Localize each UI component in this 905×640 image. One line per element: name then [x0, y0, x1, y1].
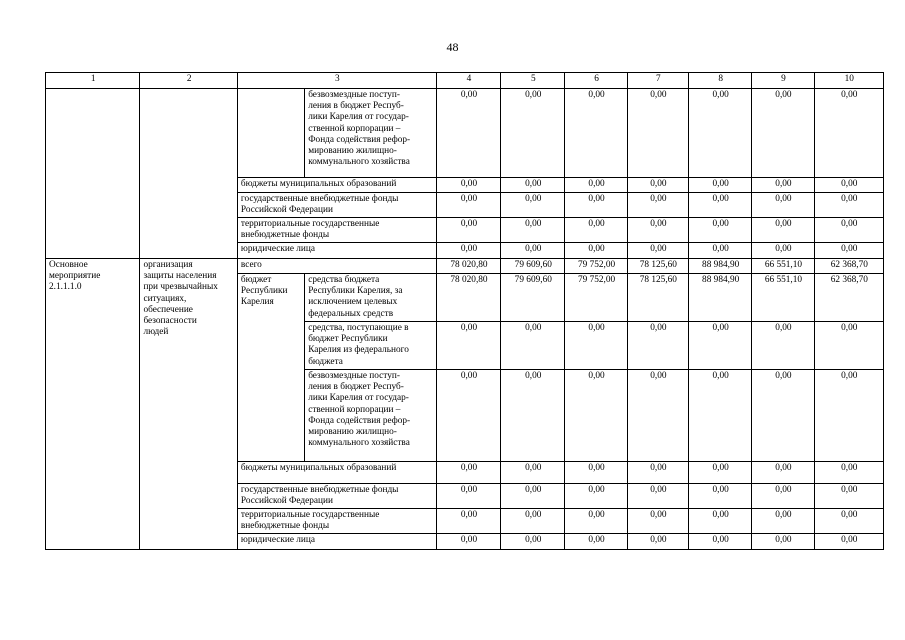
value-cell: 0,00 — [814, 89, 883, 178]
value-cell: 0,00 — [627, 484, 688, 509]
row-label: бюджеты муниципальных образований — [237, 462, 436, 484]
value-cell: 0,00 — [689, 243, 752, 259]
value-cell: 79 752,00 — [565, 259, 627, 274]
value-cell: 0,00 — [436, 178, 500, 193]
value-cell: 0,00 — [689, 370, 752, 462]
value-cell: 0,00 — [814, 534, 883, 550]
value-cell: 0,00 — [627, 370, 688, 462]
value-cell: 0,00 — [689, 89, 752, 178]
value-cell: 0,00 — [752, 322, 814, 370]
row-label: территориальные государственные внебюджетные фонды — [237, 218, 436, 243]
header-col-4: 4 — [436, 73, 500, 89]
value-cell: 79 609,60 — [501, 259, 565, 274]
value-cell: 0,00 — [627, 322, 688, 370]
value-cell: 0,00 — [565, 322, 627, 370]
row-label: территориальные государственные внебюджетные фонды — [237, 509, 436, 534]
value-cell: 0,00 — [689, 484, 752, 509]
value-cell: 88 984,90 — [689, 274, 752, 322]
value-cell: 0,00 — [501, 509, 565, 534]
header-row — [46, 73, 884, 89]
value-cell: 0,00 — [436, 322, 500, 370]
value-cell: 0,00 — [752, 243, 814, 259]
value-cell: 0,00 — [501, 178, 565, 193]
budget-table — [45, 72, 884, 550]
value-cell: 0,00 — [436, 218, 500, 243]
value-cell: 0,00 — [501, 462, 565, 484]
header-col-7: 7 — [627, 73, 688, 89]
value-cell: 0,00 — [627, 218, 688, 243]
value-cell: 0,00 — [501, 322, 565, 370]
value-cell: 0,00 — [565, 178, 627, 193]
value-cell: 0,00 — [565, 218, 627, 243]
value-cell: 0,00 — [689, 534, 752, 550]
budget-source-cell: бюджет Республики Карелия — [237, 274, 304, 462]
description-cell: организация защиты населения при чрезвычайных ситуациях, обеспечение безопасности людей — [140, 259, 237, 550]
value-cell: 0,00 — [627, 243, 688, 259]
value-cell: 0,00 — [436, 89, 500, 178]
row-label: безвозмездные поступ- ления в бюджет Респуб- лики Карелия от государ- ственной корпорации – Фонда содействия рефор- мированию жилищно- коммунального хозяйства — [305, 89, 437, 178]
value-cell: 0,00 — [627, 89, 688, 178]
value-cell: 0,00 — [689, 193, 752, 218]
activity-cell-continued — [46, 89, 140, 259]
row-label: всего — [237, 259, 436, 274]
row-label: бюджеты муниципальных образований — [237, 178, 436, 193]
value-cell: 0,00 — [814, 509, 883, 534]
value-cell: 0,00 — [752, 462, 814, 484]
row-label: юридические лица — [237, 243, 436, 259]
row-label: государственные внебюджетные фонды Российской Федерации — [237, 484, 436, 509]
value-cell: 0,00 — [501, 89, 565, 178]
table-row — [46, 259, 884, 274]
value-cell: 0,00 — [814, 218, 883, 243]
header-col-2: 2 — [140, 73, 237, 89]
value-cell: 79 752,00 — [565, 274, 627, 322]
value-cell: 0,00 — [752, 509, 814, 534]
value-cell: 0,00 — [752, 193, 814, 218]
description-cell-continued — [140, 89, 237, 259]
budget-source-cell-continued — [237, 89, 304, 178]
row-label: безвозмездные поступ- ления в бюджет Респуб- лики Карелия от государ- ственной корпорации – Фонда содействия рефор- мированию жилищно- коммунального хозяйства — [305, 370, 437, 462]
header-col-6: 6 — [565, 73, 627, 89]
value-cell: 79 609,60 — [501, 274, 565, 322]
value-cell: 0,00 — [436, 509, 500, 534]
value-cell: 62 368,70 — [814, 259, 883, 274]
value-cell: 0,00 — [814, 484, 883, 509]
row-label: средства, поступающие в бюджет Республики Карелия из федерального бюджета — [305, 322, 437, 370]
value-cell: 0,00 — [436, 462, 500, 484]
value-cell: 0,00 — [565, 193, 627, 218]
value-cell: 0,00 — [436, 193, 500, 218]
value-cell: 0,00 — [814, 370, 883, 462]
value-cell: 0,00 — [689, 218, 752, 243]
header-col-3: 3 — [237, 73, 436, 89]
value-cell: 0,00 — [814, 243, 883, 259]
page-number: 48 — [446, 40, 459, 54]
value-cell: 0,00 — [501, 218, 565, 243]
value-cell: 0,00 — [752, 534, 814, 550]
value-cell: 78 020,80 — [436, 274, 500, 322]
header-col-10: 10 — [814, 73, 883, 89]
value-cell: 0,00 — [565, 370, 627, 462]
value-cell: 0,00 — [501, 370, 565, 462]
value-cell: 0,00 — [501, 484, 565, 509]
header-col-9: 9 — [752, 73, 814, 89]
value-cell: 88 984,90 — [689, 259, 752, 274]
value-cell: 0,00 — [436, 484, 500, 509]
value-cell: 0,00 — [752, 89, 814, 178]
value-cell: 0,00 — [689, 509, 752, 534]
value-cell: 0,00 — [752, 178, 814, 193]
row-label: юридические лица — [237, 534, 436, 550]
value-cell: 0,00 — [436, 534, 500, 550]
value-cell: 0,00 — [501, 193, 565, 218]
value-cell: 0,00 — [627, 178, 688, 193]
value-cell: 0,00 — [565, 534, 627, 550]
value-cell: 0,00 — [814, 178, 883, 193]
value-cell: 0,00 — [752, 370, 814, 462]
row-label: средства бюджета Республики Карелия, за исключением целевых федеральных средств — [305, 274, 437, 322]
value-cell: 0,00 — [565, 89, 627, 178]
value-cell: 78 125,60 — [627, 259, 688, 274]
value-cell: 0,00 — [627, 193, 688, 218]
value-cell: 0,00 — [627, 509, 688, 534]
value-cell: 0,00 — [627, 462, 688, 484]
value-cell: 0,00 — [752, 484, 814, 509]
value-cell: 0,00 — [814, 322, 883, 370]
activity-cell: Основное мероприятие 2.1.1.1.0 — [46, 259, 140, 550]
value-cell: 78 020,80 — [436, 259, 500, 274]
value-cell: 66 551,10 — [752, 274, 814, 322]
value-cell: 0,00 — [436, 243, 500, 259]
table-row — [46, 89, 884, 178]
value-cell: 0,00 — [565, 484, 627, 509]
value-cell: 0,00 — [436, 370, 500, 462]
header-col-1: 1 — [46, 73, 140, 89]
value-cell: 0,00 — [689, 322, 752, 370]
value-cell: 0,00 — [627, 534, 688, 550]
value-cell: 0,00 — [689, 462, 752, 484]
row-label: государственные внебюджетные фонды Российской Федерации — [237, 193, 436, 218]
value-cell: 0,00 — [565, 462, 627, 484]
value-cell: 0,00 — [501, 243, 565, 259]
header-col-5: 5 — [501, 73, 565, 89]
value-cell: 0,00 — [752, 218, 814, 243]
value-cell: 0,00 — [689, 178, 752, 193]
value-cell: 0,00 — [814, 193, 883, 218]
value-cell: 66 551,10 — [752, 259, 814, 274]
header-col-8: 8 — [689, 73, 752, 89]
value-cell: 0,00 — [501, 534, 565, 550]
value-cell: 0,00 — [814, 462, 883, 484]
value-cell: 0,00 — [565, 509, 627, 534]
value-cell: 78 125,60 — [627, 274, 688, 322]
value-cell: 0,00 — [565, 243, 627, 259]
value-cell: 62 368,70 — [814, 274, 883, 322]
